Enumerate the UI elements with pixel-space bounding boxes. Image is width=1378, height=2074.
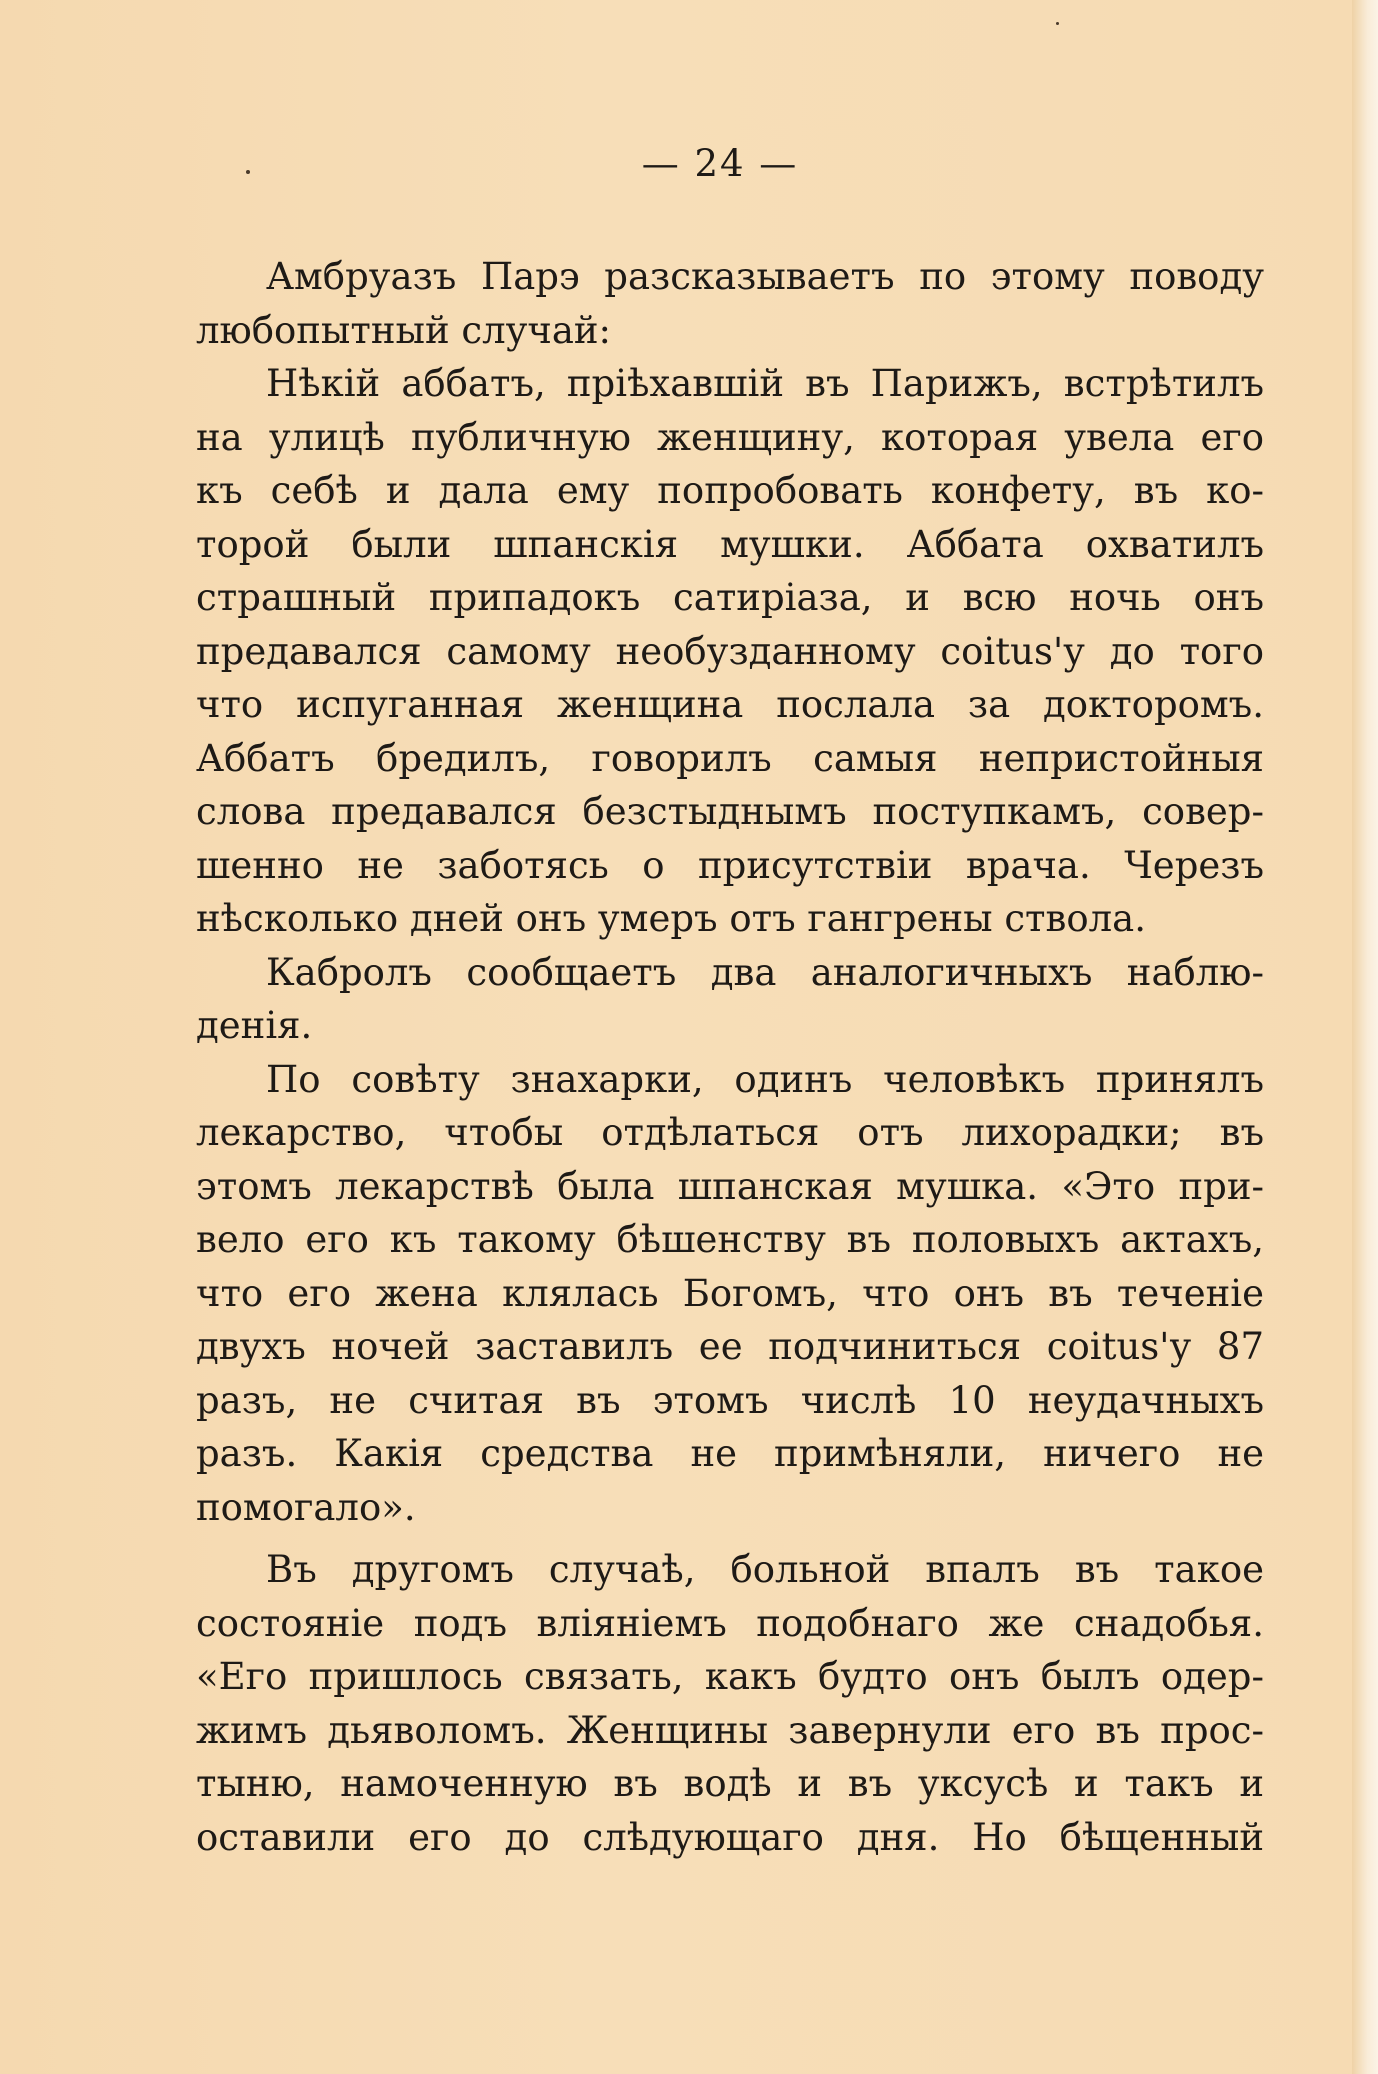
text-line: разъ, не считая въ этомъ числѣ 10 неудачныхъ <box>196 1378 1264 1422</box>
text-line: что его жена клялась Богомъ, что онъ въ теченіе <box>196 1271 1264 1315</box>
text-line: двухъ ночей заставилъ ее подчиниться coitus'у 87 <box>196 1325 1264 1368</box>
text-line: Въ другомъ случаѣ, больной впалъ въ такое <box>266 1548 1264 1591</box>
text-line: Нѣкій аббатъ, пріѣхавшій въ Парижъ, встрѣтилъ <box>266 362 1264 405</box>
text-line: любопытный случай: <box>196 308 612 352</box>
text-line: Кабролъ сообщаетъ два аналогичныхъ наблю- <box>266 950 1264 994</box>
text-line: слова предавался безстыднымъ поступкамъ, совер- <box>196 790 1264 833</box>
page-edge <box>1352 0 1378 2074</box>
text-line: разъ. Какія средства не примѣняли, ничего не <box>196 1432 1264 1475</box>
text-line: Аббатъ бредилъ, говорилъ самыя непристойныя <box>196 736 1264 780</box>
text-line: жимъ дьяволомъ. Женщины завернули его въ прос- <box>196 1708 1264 1752</box>
text-line: что испуганная женщина послала за докторомъ. <box>196 683 1264 726</box>
text-line: денія. <box>196 1004 313 1047</box>
text-line: торой были шпанскія мушки. Аббата охватилъ <box>196 522 1264 566</box>
text-line: шенно не заботясь о присутствіи врача. Черезъ <box>196 843 1264 887</box>
page-number: — 24 — <box>641 142 799 185</box>
text-line: оставили его до слѣдующаго дня. Но бѣщенный <box>196 1815 1264 1859</box>
text-line: къ себѣ и дала ему попробовать конфету, въ ко- <box>196 469 1264 512</box>
text-line: тыню, намоченную въ водѣ и въ уксусѣ и такъ и <box>196 1762 1264 1805</box>
text-line: состояніе подъ вліяніемъ подобнаго же снадобья. <box>196 1601 1264 1645</box>
text-line: этомъ лекарствѣ была шпанская мушка. «Это при- <box>196 1164 1264 1208</box>
ink-speck <box>1056 22 1059 25</box>
text-line: Амбруазъ Парэ разсказываетъ по этому поводу <box>266 255 1264 298</box>
text-line: «Его пришлось связать, какъ будто онъ былъ одер- <box>196 1655 1264 1698</box>
text-line: предавался самому необузданному coitus'у до того <box>196 629 1264 673</box>
text-line: страшный припадокъ сатиріаза, и всю ночь онъ <box>196 576 1264 619</box>
text-line: нѣсколько дней онъ умеръ отъ гангрены ствола. <box>196 897 1146 940</box>
text-line: По совѣту знахарки, одинъ человѣкъ принялъ <box>266 1057 1264 1101</box>
text-line: помогало». <box>196 1485 416 1529</box>
text-line: лекарство, чтобы отдѣлаться отъ лихорадки; въ <box>196 1111 1264 1154</box>
text-line: вело его къ такому бѣшенству въ половыхъ актахъ, <box>196 1218 1264 1261</box>
text-body <box>196 250 1264 1864</box>
text-line: на улицѣ публичную женщину, которая увела его <box>196 415 1264 459</box>
